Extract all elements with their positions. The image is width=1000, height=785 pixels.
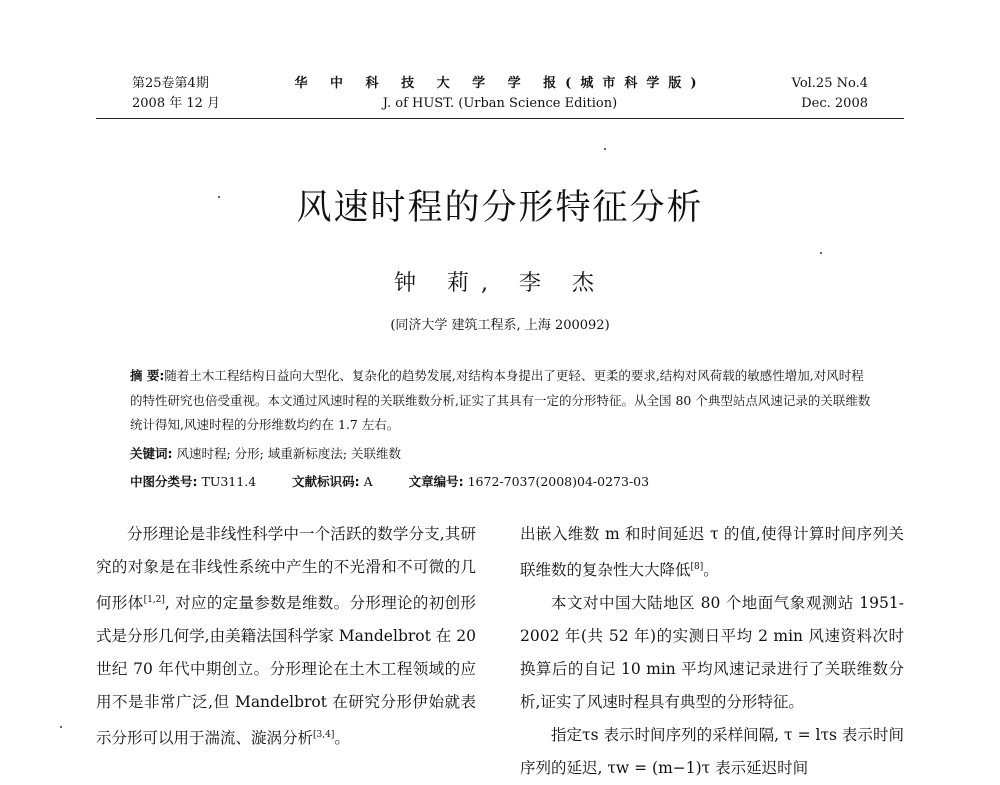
- doc-code-label: 文献标识码:: [292, 474, 360, 489]
- scan-speck: [820, 252, 822, 254]
- publication-date-left: 2008 年 12 月: [132, 96, 221, 111]
- journal-volume-english: [792, 74, 868, 114]
- keywords-label: 关键词:: [130, 446, 173, 461]
- citation-3-4: [3,4]: [313, 730, 335, 741]
- author-affiliation: (同济大学 建筑工程系, 上海 200092): [390, 318, 610, 333]
- citation-8: [8]: [690, 562, 704, 572]
- keywords-text: 风速时程; 分形; 域重新标度法; 关联维数: [176, 446, 402, 461]
- body-right-text-a: 出嵌入维数 m 和时间延迟 τ 的值,使得计算时间序列关联维数的复杂性大大降低: [520, 525, 904, 580]
- body-right-column: [520, 518, 904, 785]
- classification-line: [130, 470, 649, 494]
- body-left-text-a: 分形理论是非线性科学中一个活跃的数学分支,其研究的对象是在非线性系统中产生的不光滑和不可微的几何形体: [96, 525, 476, 613]
- header-rule: [96, 118, 904, 119]
- scan-speck: [60, 726, 62, 728]
- paper-title: 风速时程的分形特征分析: [296, 188, 704, 228]
- scan-speck: [604, 148, 606, 150]
- clc-label: 中图分类号:: [130, 474, 198, 489]
- abstract-block: [130, 364, 874, 438]
- body-right-paragraph-3: 指定τs 表示时间序列的采样间隔, τ = lτs 表示时间序列的延迟, τw = (m−1)τ 表示延迟时间: [520, 726, 904, 778]
- article-number-value: 1672-7037(2008)04-0273-03: [467, 474, 650, 489]
- abstract-label: 摘 要:: [130, 368, 165, 383]
- volume-number-label: Vol.25 No.4: [791, 76, 868, 91]
- journal-name-chinese: 华 中 科 技 大 学 学 报(城市科学版): [294, 76, 706, 91]
- body-left-text-b: , 对应的定量参数是维数。分形理论的初创形式是分形几何学,由美籍法国科学家 Mandelbrot 在 20 世纪 70 年代中期创立。分形理论在土木工程领域的应用不是非常广泛,但 Mandelbrot 在研究分形伊始就表示分形可以用于湍流、漩涡分析: [96, 594, 476, 748]
- scan-speck: [218, 196, 220, 198]
- publication-date-right: Dec. 2008: [801, 96, 868, 111]
- abstract-text: 随着土木工程结构日益向大型化、复杂化的趋势发展,对结构本身提出了更轻、更柔的要求,结构对风荷载的敏感性增加,对风时程的特性研究也倍受重视。本文通过风速时程的关联维数分析,证实了其具有一定的分形特征。从全国 80 个典型站点风速记录的关联维数统计得知,风速时程的分形维数均约在 1.7 左右。: [130, 368, 871, 432]
- body-right-paragraph-2: 本文对中国大陆地区 80 个地面气象观测站 1951-2002 年(共 52 年)的实测日平均 2 min 风速资料次时换算后的自记 10 min 平均风速记录进行了关联维数分析,证实了风速时程具有典型的分形特征。: [520, 594, 904, 712]
- journal-name-english: J. of HUST. (Urban Science Edition): [382, 96, 618, 111]
- clc-value: TU311.4: [201, 474, 257, 489]
- body-right-paragraph-continued: [520, 518, 904, 587]
- volume-issue-label: 第25卷第4期: [132, 76, 209, 91]
- paper-authors: 钟 莉, 李 杰: [394, 271, 606, 296]
- doc-code-value: A: [363, 474, 373, 489]
- citation-1-2: [1,2]: [143, 595, 165, 605]
- keywords-line: [130, 442, 401, 466]
- body-left-column: [96, 518, 476, 755]
- article-number-label: 文章编号:: [408, 474, 464, 489]
- body-left-paragraph: [96, 518, 476, 755]
- body-right-text-end: 。: [703, 561, 719, 580]
- body-left-text-end: 。: [334, 729, 350, 748]
